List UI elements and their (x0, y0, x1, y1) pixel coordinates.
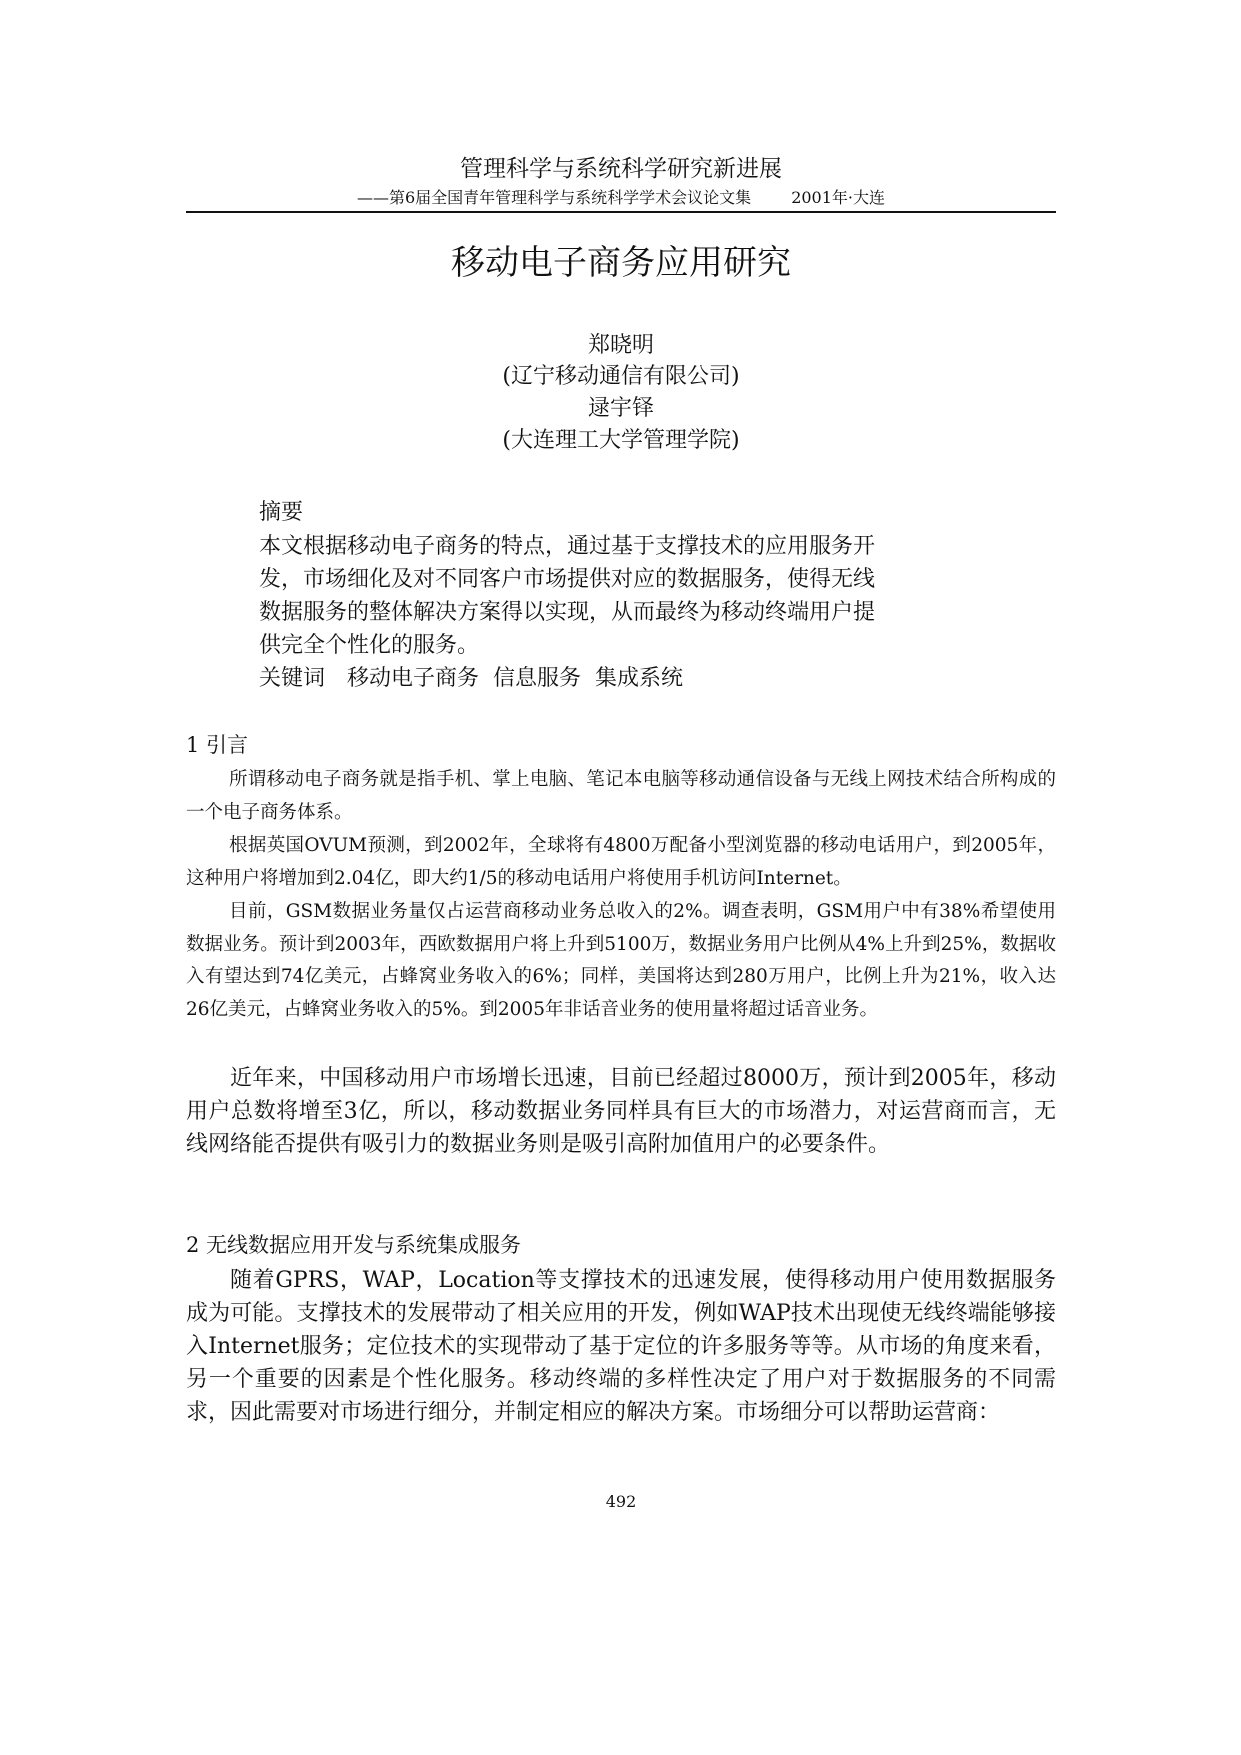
paragraph: 所谓移动电子商务就是指手机、掌上电脑、笔记本电脑等移动通信设备与无线上网技术结合所构成的一个电子商务体系。 (186, 769, 1056, 823)
keyword: 信息服务 (493, 666, 582, 691)
abstract-line: 供完全个性化的服务。 (259, 633, 480, 658)
abstract-line: 数据服务的整体解决方案得以实现，从而最终为移动终端用户提 (259, 600, 876, 625)
paragraph: 近年来，中国移动用户市场增长迅速，目前已经超过8000万，预计到2005年，移动用户总数将增至3亿，所以，移动数据业务同样具有巨大的市场潜力，对运营商而言，无线网络能否提供有吸引力的数据业务则是吸引高附加值用户的必要条件。 (186, 1066, 1056, 1157)
keywords-label: 关键词 (259, 666, 326, 691)
abstract-label: 摘要 (259, 500, 304, 525)
header-rule (186, 211, 1056, 213)
author-name-1: 郑晓明 (587, 333, 654, 358)
journal-title: 管理科学与系统科学研究新进展 (460, 156, 782, 182)
paragraph: 目前，GSM数据业务量仅占运营商移动业务总收入的2%。调查表明，GSM用户中有38%希望使用数据业务。预计到2003年，西欧数据用户将上升到5100万，数据业务用户比例从4%上升到25%，数据收入有望达到74亿美元，占蜂窝业务收入的6%；同样，美国将达到280万用户，比例上升为21%，收入达26亿美元，占蜂窝业务收入的5%。到2005年非话音业务的使用量将超过话音业务。 (186, 901, 1056, 1020)
keywords-line (259, 664, 683, 694)
paper-title: 移动电子商务应用研究 (451, 243, 791, 283)
year-place: 2001年·大连 (791, 188, 885, 207)
author-name-2: 逯宇铎 (587, 396, 654, 421)
author-affiliation-2: (大连理工大学管理学院) (502, 428, 740, 453)
section-heading-1: 1 引言 (186, 733, 249, 757)
proceedings-title: ——第6届全国青年管理科学与系统科学学术会议论文集 (357, 188, 752, 207)
page-number: 492 (605, 1492, 637, 1511)
keyword: 移动电子商务 (347, 666, 480, 691)
keyword: 集成系统 (595, 666, 684, 691)
section-heading-2: 2 无线数据应用开发与系统集成服务 (186, 1233, 522, 1257)
author-affiliation-1: (辽宁移动通信有限公司) (502, 364, 740, 389)
abstract-line: 发，市场细化及对不同客户市场提供对应的数据服务，使得无线 (259, 567, 876, 592)
abstract-line: 本文根据移动电子商务的特点，通过基于支撑技术的应用服务开 (259, 534, 876, 559)
paragraph: 随着GPRS，WAP，Location等支撑技术的迅速发展，使得移动用户使用数据服务成为可能。支撑技术的发展带动了相关应用的开发，例如WAP技术出现使无线终端能够接入Internet服务；定位技术的实现带动了基于定位的许多服务等等。从市场的角度来看，另一个重要的因素是个性化服务。移动终端的多样性决定了用户对于数据服务的不同需求，因此需要对市场进行细分，并制定相应的解决方案。市场细分可以帮助运营商： (186, 1268, 1056, 1425)
proceedings-line (186, 187, 1056, 209)
paragraph: 根据英国OVUM预测，到2002年，全球将有4800万配备小型浏览器的移动电话用户，到2005年，这种用户将增加到2.04亿，即大约1/5的移动电话用户将使用手机访问Internet。 (186, 835, 1056, 889)
